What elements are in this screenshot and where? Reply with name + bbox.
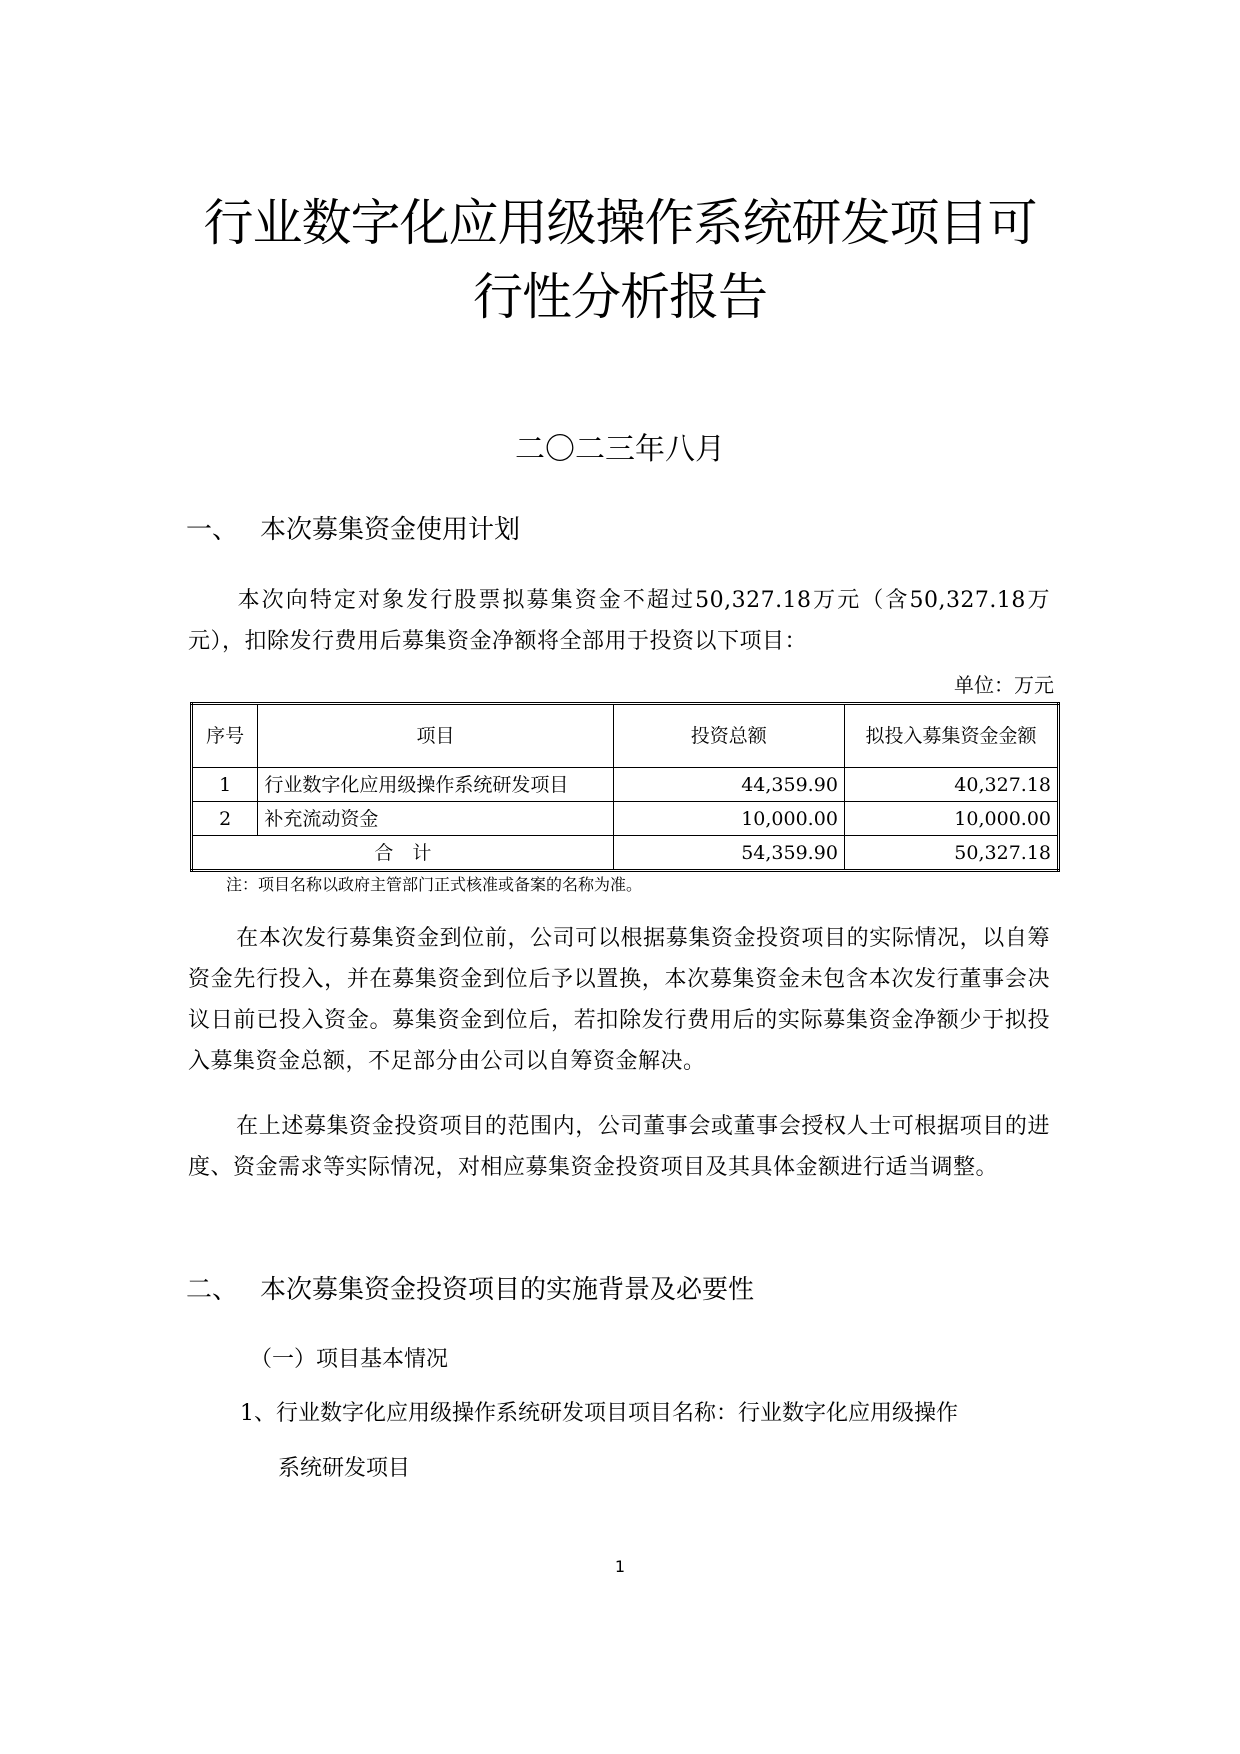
header-project: 项目 — [258, 704, 613, 768]
list-item-1-continuation: 系统研发项目 — [278, 1456, 411, 1481]
section2-title: 本次募集资金投资项目的实施背景及必要性 — [260, 1275, 755, 1305]
document-title-line1: 行业数字化应用级操作系统研发项目可 — [203, 194, 1037, 252]
page-number: 1 — [614, 1557, 626, 1576]
section1-paragraph-2: 在本次发行募集资金到位前，公司可以根据募集资金投资项目的实际情况，以自筹资金先行投入，并在募集资金到位后予以置换，本次募集资金未包含本次发行董事会决议日前已投入资金。募集资金到位后，若扣除发行费用后的实际募集资金净额少于拟投入募集资金总额，不足部分由公司以自筹资金解决。 — [188, 926, 1050, 1074]
total-total: 54,359.90 — [613, 836, 844, 871]
header-no: 序号 — [192, 704, 258, 768]
section1-intro-paragraph: 本次向特定对象发行股票拟募集资金不超过50,327.18万元（含50,327.18万元），扣除发行费用后募集资金净额将全部用于投资以下项目： — [188, 588, 1050, 654]
section1-heading — [186, 512, 520, 548]
row-project: 行业数字化应用级操作系统研发项目 — [258, 768, 613, 802]
header-total: 投资总额 — [613, 704, 844, 768]
table-total-row — [192, 836, 1059, 871]
fund-usage-table — [190, 702, 1060, 872]
row-total: 10,000.00 — [613, 802, 844, 836]
section1-paragraph-3: 在上述募集资金投资项目的范围内，公司董事会或董事会授权人士可根据项目的进度、资金需求等实际情况，对相应募集资金投资项目及其具体金额进行适当调整。 — [188, 1114, 1050, 1180]
row-no: 1 — [192, 768, 258, 802]
table-row — [192, 802, 1059, 836]
total-raised: 50,327.18 — [844, 836, 1058, 871]
row-project: 补充流动资金 — [258, 802, 613, 836]
document-title-line2: 行性分析报告 — [473, 268, 767, 326]
table-note: 注：项目名称以政府主管部门正式核准或备案的名称为准。 — [226, 875, 643, 894]
section2-number: 二、 — [186, 1275, 239, 1305]
list-item-1: 1、行业数字化应用级操作系统研发项目项目名称：行业数字化应用级操作 — [240, 1401, 958, 1426]
row-no: 2 — [192, 802, 258, 836]
row-total: 44,359.90 — [613, 768, 844, 802]
table-unit-label: 单位：万元 — [954, 673, 1054, 697]
row-raised: 40,327.18 — [844, 768, 1058, 802]
total-label: 合 计 — [192, 836, 614, 871]
table-row — [192, 768, 1059, 802]
table-header-row — [192, 704, 1059, 768]
section1-number: 一、 — [186, 515, 239, 545]
row-raised: 10,000.00 — [844, 802, 1058, 836]
header-raised: 拟投入募集资金金额 — [844, 704, 1058, 768]
section2-heading — [186, 1272, 754, 1308]
subsection-heading: （一）项目基本情况 — [250, 1347, 449, 1372]
document-date: 二〇二三年八月 — [515, 432, 725, 467]
section1-title: 本次募集资金使用计划 — [260, 515, 521, 545]
